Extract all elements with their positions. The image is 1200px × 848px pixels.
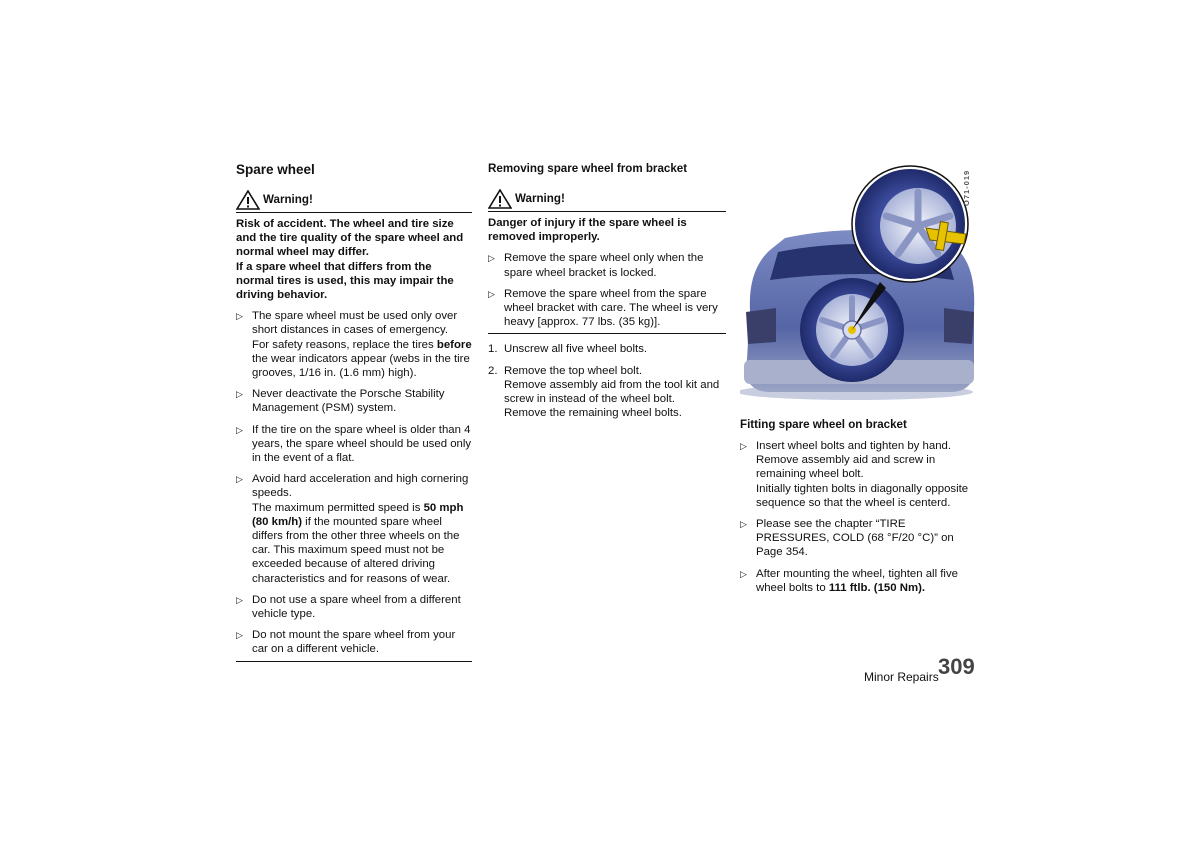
warning-end-rule: [488, 333, 726, 334]
bullet-marker-icon: ▷: [488, 288, 495, 299]
warning-end-rule: [236, 661, 472, 662]
column-fitting-spare-wheel: [740, 416, 978, 602]
bullet-list: [740, 439, 978, 595]
column-removing-spare-wheel: [488, 160, 726, 427]
warning-triangle-icon: [236, 190, 260, 210]
text-run: The maximum permitted speed is: [252, 501, 424, 514]
warning-label: Warning!: [263, 192, 313, 206]
warning-text: Danger of injury if the spare wheel is removed improperly.: [488, 217, 687, 244]
text-run-bold: 111 ftlb. (150 Nm).: [828, 581, 926, 594]
warning-header: [488, 189, 726, 212]
list-item: [740, 517, 978, 560]
bullet-list: [236, 309, 472, 656]
text-run-bold: 50 mph (80 km/h): [252, 501, 464, 528]
list-item-text: [756, 567, 978, 595]
step-item: [488, 342, 726, 356]
list-item: [236, 423, 472, 466]
list-item-text: If the tire on the spare wheel is older than 4 years, the spare wheel should be used only in the event of a flat.: [252, 423, 472, 465]
list-item-text: [252, 501, 472, 586]
warning-triangle-icon: [488, 189, 512, 209]
warning-header: [236, 190, 472, 213]
text-run: For safety reasons, replace the tires: [252, 338, 437, 351]
warning-text-1: Risk of accident. The wheel and tire size and the tire quality of the spare wheel and normal wheel may differ.: [236, 218, 464, 259]
text-run-bold: before: [436, 338, 472, 351]
footer-section-label: Minor Repairs: [864, 670, 939, 684]
list-item-text: [252, 338, 472, 381]
list-item-text: Do not use a spare wheel from a different vehicle type.: [252, 593, 461, 621]
bullet-marker-icon: ▷: [236, 630, 243, 641]
list-item-text: Insert wheel bolts and tighten by hand.: [756, 440, 952, 452]
list-item-text: Remove the spare wheel from the spare wheel bracket with care. The wheel is very heavy [approx. 77 lbs. (35 kg)].: [504, 287, 718, 329]
list-item: [488, 251, 726, 279]
bullet-marker-icon: ▷: [740, 441, 747, 451]
list-item-text: Initially tighten bolts in diagonally opposite sequence so that the wheel is centerd.: [756, 482, 969, 509]
section-title-removing: Removing spare wheel from bracket: [488, 162, 688, 175]
bullet-marker-icon: ▷: [740, 568, 747, 579]
warning-label: Warning!: [515, 191, 565, 205]
column-spare-wheel: [236, 160, 472, 662]
bullet-marker-icon: ▷: [488, 253, 495, 264]
bullet-marker-icon: ▷: [236, 594, 243, 605]
list-item: [236, 387, 472, 415]
list-item: [236, 309, 472, 380]
step-number: 2.: [488, 364, 498, 377]
bullet-marker-icon: ▷: [740, 519, 747, 530]
section-title-fitting: Fitting spare wheel on bracket: [740, 418, 907, 431]
section-title-spare-wheel: Spare wheel: [236, 162, 315, 177]
text-run: if the mounted spare wheel differs from the other three wheels on the car. This maximum speed must not be exceeded because of altered driving characteristics and for reasons of wear.: [252, 515, 460, 585]
text-run: the wear indicators appear (webs in the tire grooves, 1/16 in. (1.6 mm) high).: [252, 352, 470, 380]
step-text: Remove assembly aid from the tool kit and screw in instead of the wheel bolt.: [504, 378, 720, 406]
page-number: 309: [938, 654, 975, 679]
step-number: 1.: [488, 343, 498, 356]
list-item: [236, 593, 472, 621]
list-item: [740, 567, 978, 595]
list-item-text: The spare wheel must be used only over short distances in cases of emergency.: [252, 310, 458, 337]
steps-list: [488, 342, 726, 420]
bullet-marker-icon: ▷: [236, 474, 243, 485]
text-run: After mounting the wheel, tighten all five wheel bolts to: [756, 567, 958, 594]
step-text: Unscrew all five wheel bolts.: [504, 343, 648, 356]
list-item-text: Do not mount the spare wheel from your car on a different vehicle.: [252, 629, 456, 656]
bullet-list: [488, 251, 726, 329]
bullet-marker-icon: ▷: [236, 311, 243, 322]
list-item: [740, 439, 978, 510]
spare-wheel-illustration: [740, 160, 978, 402]
step-text: Remove the top wheel bolt.: [504, 364, 643, 377]
list-item: [236, 628, 472, 656]
warning-text-2: If a spare wheel that differs from the normal tires is used, this may impair the driving behavior.: [236, 260, 454, 302]
list-item-text: Remove assembly aid and screw in remaining wheel bolt.: [756, 454, 936, 481]
list-item-text: Remove the spare wheel only when the spare wheel bracket is locked.: [504, 252, 704, 279]
step-item: [488, 364, 726, 421]
list-item-text: Never deactivate the Porsche Stability Management (PSM) system.: [252, 388, 445, 415]
bullet-marker-icon: ▷: [236, 389, 243, 400]
step-text: Remove the remaining wheel bolts.: [504, 407, 682, 420]
list-item-text: Avoid hard acceleration and high cornering speeds.: [252, 473, 469, 500]
figure-code: O71-019: [962, 169, 971, 206]
bullet-marker-icon: ▷: [236, 424, 243, 435]
list-item-text: Please see the chapter “TIRE PRESSURES, COLD (68 °F/20 °C)” on Page 354.: [756, 518, 954, 559]
list-item: [488, 287, 726, 330]
list-item: [236, 472, 472, 586]
